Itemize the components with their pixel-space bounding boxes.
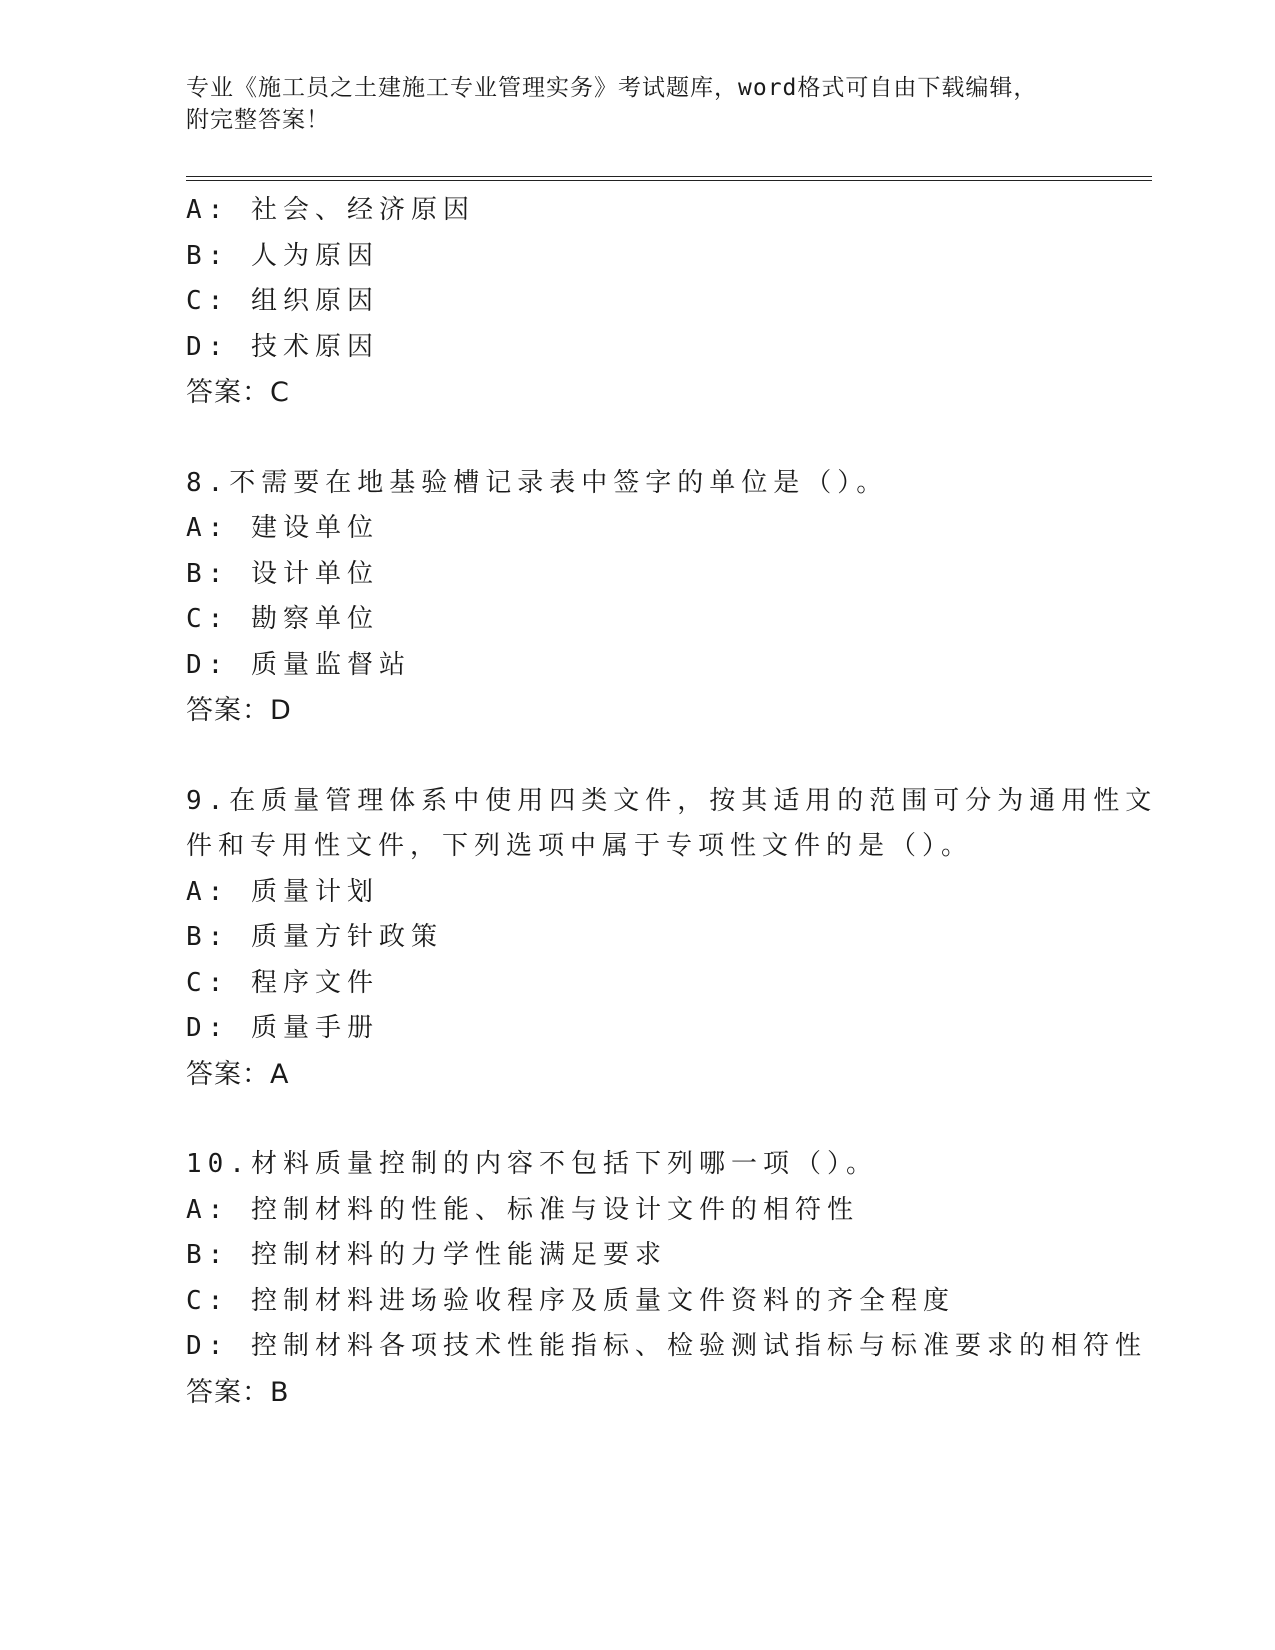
header-divider-bottom: [186, 180, 1152, 181]
document-header: [186, 72, 1066, 136]
question-9: [186, 779, 1158, 1098]
option-d: D: 控制材料各项技术性能指标、检验测试指标与标准要求的相符性: [186, 1331, 1147, 1361]
header-line-1: 专业《施工员之土建施工专业管理实务》考试题库，word格式可自由下载编辑，: [186, 75, 1038, 101]
option-d: D: 质量监督站: [186, 649, 411, 680]
question-10: [186, 1142, 1146, 1415]
header-divider-top: [186, 176, 1152, 177]
question-spacer: [186, 1097, 1146, 1142]
answer-label: 答案：D: [186, 695, 292, 726]
option-b: B: 控制材料的力学性能满足要求: [186, 1240, 667, 1270]
question-spacer: [186, 416, 1146, 461]
option-d: D: 质量手册: [186, 1013, 379, 1043]
option-c: C: 组织原因: [186, 286, 379, 316]
answer-label: 答案：A: [186, 1058, 290, 1090]
option-a: A: 建设单位: [186, 513, 379, 543]
option-c: C: 控制材料进场验收程序及质量文件资料的齐全程度: [186, 1285, 955, 1316]
option-a: A: 质量计划: [186, 876, 379, 907]
option-b: B: 质量方针政策: [186, 922, 443, 952]
question-stem-line-1: 9.在质量管理体系中使用四类文件，按其适用的范围可分为通用性文: [186, 785, 1158, 816]
option-a: A: 控制材料的性能、标准与设计文件的相符性: [186, 1194, 859, 1225]
header-line-2: 附完整答案！: [186, 107, 330, 133]
answer-label: 答案：B: [186, 1376, 290, 1408]
option-d: D: 技术原因: [186, 331, 379, 362]
option-a: A: 社会、经济原因: [186, 195, 475, 225]
option-c: C: 勘察单位: [186, 604, 379, 634]
option-b: B: 设计单位: [186, 558, 379, 589]
question-stem: 10.材料质量控制的内容不包括下列哪一项（）。: [186, 1149, 878, 1179]
question-stem: 8.不需要在地基验槽记录表中签字的单位是（）。: [186, 467, 889, 498]
question-stem-line-2: 件和专用性文件，下列选项中属于专项性文件的是（）。: [186, 831, 974, 861]
question-8: [186, 461, 1146, 734]
option-c: C: 程序文件: [186, 967, 379, 998]
answer-label: 答案：C: [186, 377, 290, 408]
option-b: B: 人为原因: [186, 240, 379, 271]
question-7: [186, 188, 1146, 416]
question-spacer: [186, 734, 1146, 779]
question-list: [186, 188, 1158, 1415]
